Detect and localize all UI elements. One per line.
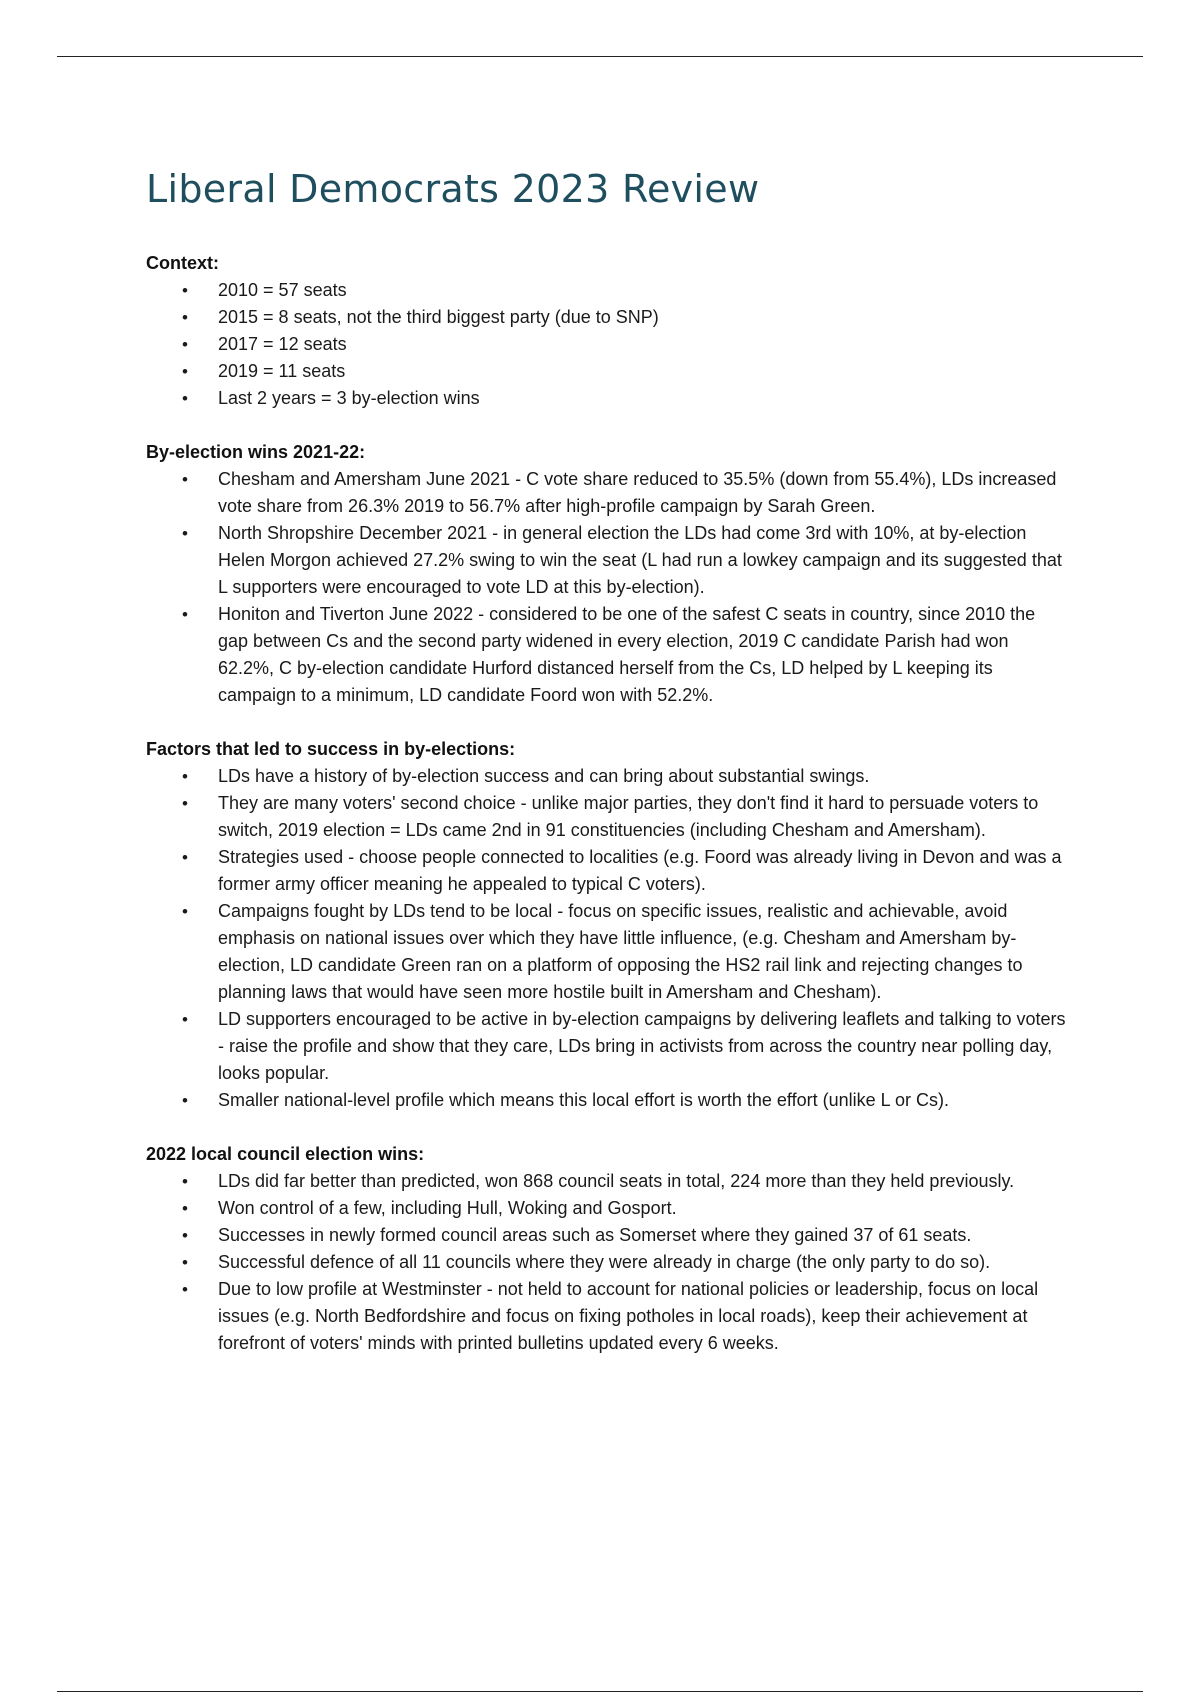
list-item: • 2010 = 57 seats xyxy=(146,277,1066,304)
header-rule xyxy=(57,56,1143,57)
section-heading: By-election wins 2021-22: xyxy=(146,442,366,462)
footer-rule xyxy=(57,1691,1143,1692)
list-item: • Strategies used - choose people connected to localities (e.g. Foord was already living in Devon and was a former army officer meaning he appealed to typical C voters). xyxy=(146,844,1066,898)
section-heading: Context: xyxy=(146,253,219,273)
list-item: • Smaller national-level profile which means this local effort is worth the effort (unlike L or Cs). xyxy=(146,1087,1066,1114)
section-success-factors xyxy=(146,736,1066,1114)
bullet-list xyxy=(146,1168,1066,1357)
list-item: • 2017 = 12 seats xyxy=(146,331,1066,358)
list-item: • LDs have a history of by-election success and can bring about substantial swings. xyxy=(146,763,1066,790)
list-item: • Campaigns fought by LDs tend to be local - focus on specific issues, realistic and achievable, avoid emphasis on national issues over which they have little influence, (e.g. Chesham and Amersham by-election, LD candidate Green ran on a platform of opposing the HS2 rail link and rejecting changes to planning laws that would have seen more hostile built in Amersham and Chesham). xyxy=(146,898,1066,1006)
bullet-list xyxy=(146,277,1066,412)
bullet-list xyxy=(146,763,1066,1114)
list-item: • Chesham and Amersham June 2021 - C vote share reduced to 35.5% (down from 55.4%), LDs increased vote share from 26.3% 2019 to 56.7% after high-profile campaign by Sarah Green. xyxy=(146,466,1066,520)
list-item: • North Shropshire December 2021 - in general election the LDs had come 3rd with 10%, at by-election Helen Morgon achieved 27.2% swing to win the seat (L had run a lowkey campaign and its suggested that L supporters were encouraged to vote LD at this by-election). xyxy=(146,520,1066,601)
bullet-list xyxy=(146,466,1066,709)
section-by-election-wins xyxy=(146,439,1066,709)
list-item: • Won control of a few, including Hull, Woking and Gosport. xyxy=(146,1195,1066,1222)
section-heading: 2022 local council election wins: xyxy=(146,1144,425,1164)
list-item: • 2019 = 11 seats xyxy=(146,358,1066,385)
list-item: • They are many voters' second choice - unlike major parties, they don't find it hard to persuade voters to switch, 2019 election = LDs came 2nd in 91 constituencies (including Chesham and Amersham). xyxy=(146,790,1066,844)
section-context xyxy=(146,250,1066,412)
list-item: • 2015 = 8 seats, not the third biggest party (due to SNP) xyxy=(146,304,1066,331)
document-title: Liberal Democrats 2023 Review xyxy=(146,167,760,211)
section-local-council-wins xyxy=(146,1141,1066,1357)
list-item: • Successful defence of all 11 councils where they were already in charge (the only party to do so). xyxy=(146,1249,1066,1276)
list-item: • Successes in newly formed council areas such as Somerset where they gained 37 of 61 seats. xyxy=(146,1222,1066,1249)
list-item: • LDs did far better than predicted, won 868 council seats in total, 224 more than they held previously. xyxy=(146,1168,1066,1195)
section-heading: Factors that led to success in by-elections: xyxy=(146,739,516,759)
document-page xyxy=(146,167,1066,1357)
list-item: • Honiton and Tiverton June 2022 - considered to be one of the safest C seats in country, since 2010 the gap between Cs and the second party widened in every election, 2019 C candidate Parish had won 62.2%, C by-election candidate Hurford distanced herself from the Cs, LD helped by L keeping its campaign to a minimum, LD candidate Foord won with 52.2%. xyxy=(146,601,1066,709)
list-item: • Due to low profile at Westminster - not held to account for national policies or leadership, focus on local issues (e.g. North Bedfordshire and focus on fixing potholes in local roads), keep their achievement at forefront of voters' minds with printed bulletins updated every 6 weeks. xyxy=(146,1276,1066,1357)
list-item: • Last 2 years = 3 by-election wins xyxy=(146,385,1066,412)
list-item: • LD supporters encouraged to be active in by-election campaigns by delivering leaflets and talking to voters - raise the profile and show that they care, LDs bring in activists from across the country near polling day, looks popular. xyxy=(146,1006,1066,1087)
